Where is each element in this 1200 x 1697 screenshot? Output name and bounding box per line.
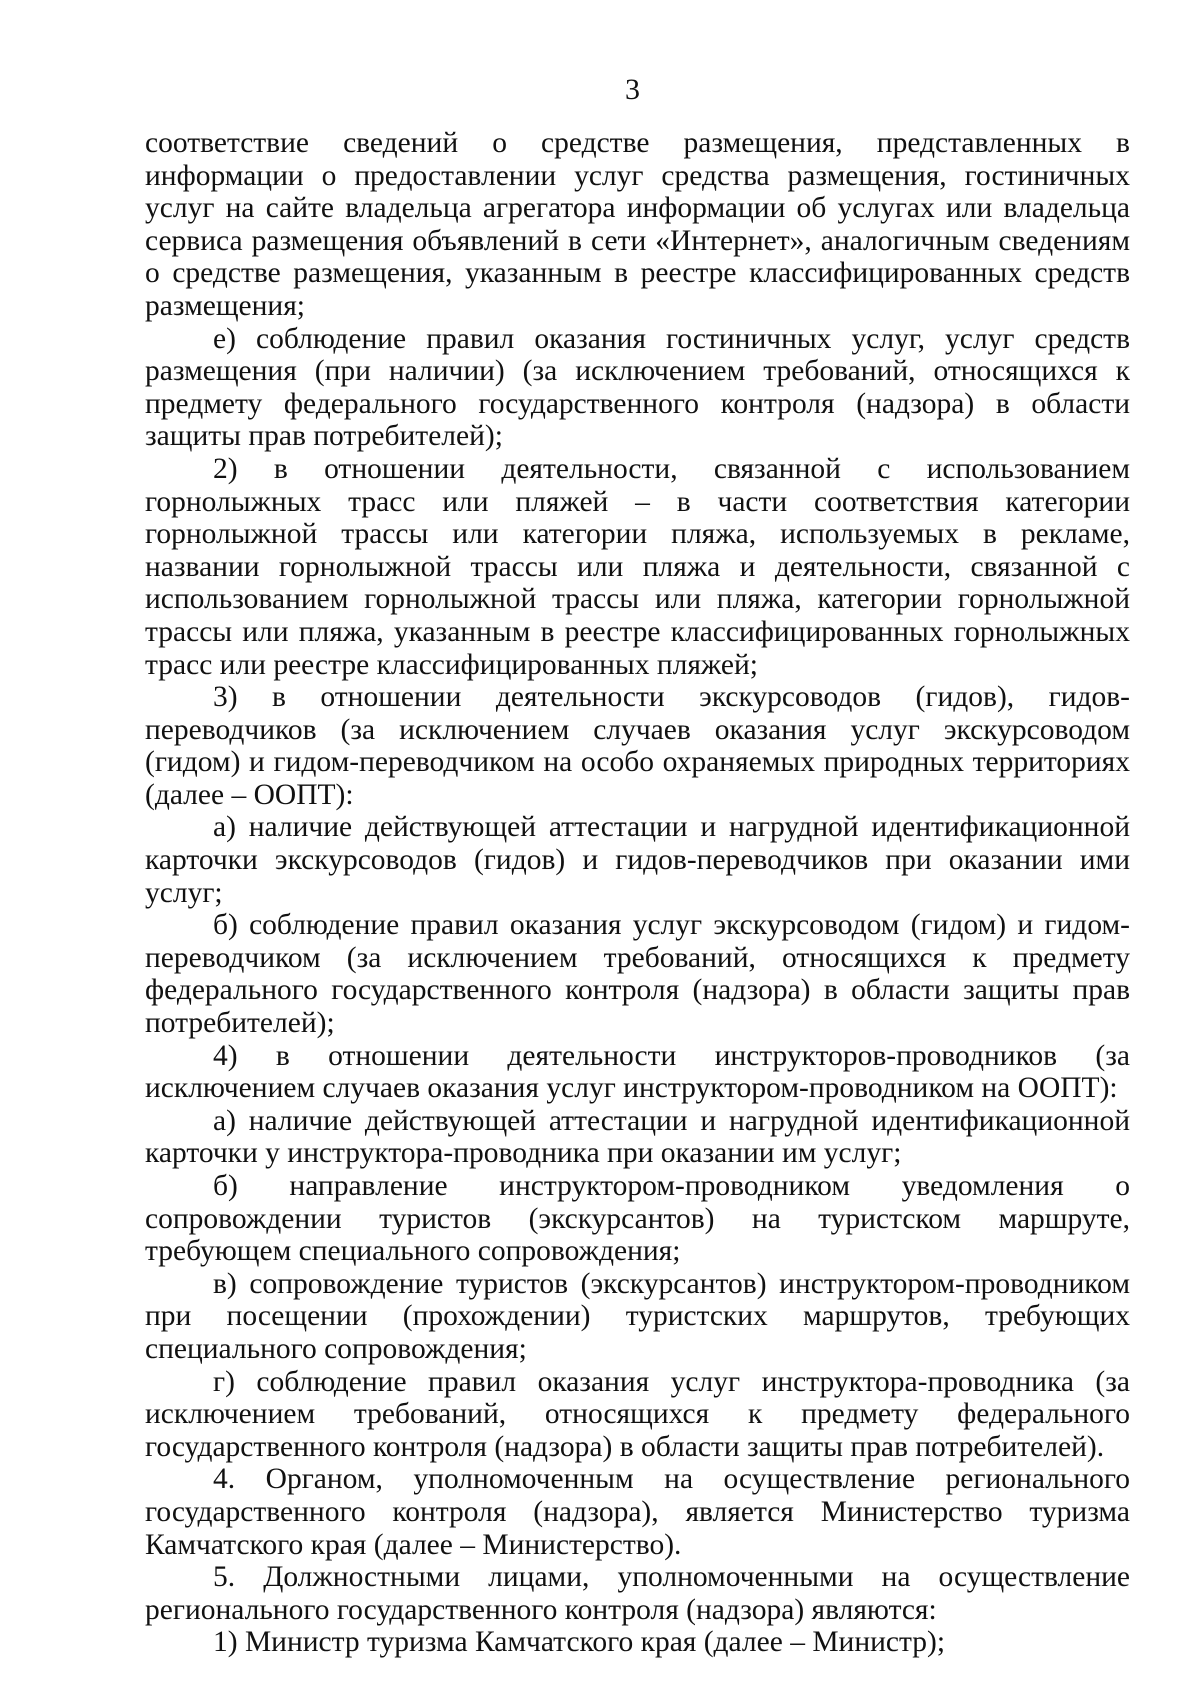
paragraph-item-4: 4) в отношении деятельности инструкторов-проводников (за исключением случаев оказания услуг инструктором-проводником на ООПТ): — [145, 1039, 1130, 1105]
paragraph-section-5: 5. Должностными лицами, уполномоченными на осуществление регионального государственного контроля (надзора) являются: — [145, 1561, 1130, 1626]
paragraph-section-5-item-1: 1) Министр туризма Камчатского края (далее – Министр); — [213, 1626, 946, 1659]
paragraph-item-4a: а) наличие действующей аттестации и нагрудной идентификационной карточки у инструктора-проводника при оказании им услуг; — [145, 1104, 1130, 1170]
paragraph-accommodation-info: соответствие сведений о средстве размещения, представленных в информации о предоставлении услуг средства размещения, гостиничных услуг на сайте владельца агрегатора информации об услугах или владельца сервиса размещения объявлений в сети «Интернет», аналогичным сведениям о средстве размещения, указанным в реестре классифицированных средств размещения; — [145, 127, 1130, 322]
page-number: 3 — [625, 73, 640, 106]
paragraph-item-4v: в) сопровождение туристов (экскурсантов) инструктором-проводником при посещении (прохождении) туристских маршрутов, требующих специального сопровождения; — [145, 1267, 1130, 1365]
paragraph-item-e: е) соблюдение правил оказания гостиничных услуг, услуг средств размещения (при наличии) (за исключением требований, относящихся к предмету федерального государственного контроля (надзора) в области защиты прав потребителей); — [145, 322, 1130, 453]
paragraph-item-4g: г) соблюдение правил оказания услуг инструктора-проводника (за исключением требований, относящихся к предмету федерального государственного контроля (надзора) в области защиты прав потребителей). — [145, 1365, 1130, 1463]
paragraph-section-4: 4. Органом, уполномоченным на осуществление регионального государственного контроля (надзора), является Министерство туризма Камчатского края (далее – Министерство). — [145, 1463, 1130, 1561]
paragraph-item-3a: а) наличие действующей аттестации и нагрудной идентификационной карточки экскурсоводов (гидов) и гидов-переводчиков при оказании ими услуг; — [145, 811, 1130, 909]
paragraph-item-3b: б) соблюдение правил оказания услуг экскурсоводом (гидом) и гидом-переводчиком (за исключением требований, относящихся к предмету федерального государственного контроля (надзора) в области защиты прав потребителей); — [145, 909, 1130, 1040]
document-body — [145, 127, 1130, 1659]
paragraph-item-3: 3) в отношении деятельности экскурсоводов (гидов), гидов-переводчиков (за исключением случаев оказания услуг экскурсоводом (гидом) и гидом-переводчиком на особо охраняемых природных территориях (далее – ООПТ): — [145, 681, 1130, 811]
paragraph-item-2: 2) в отношении деятельности, связанной с использованием горнолыжных трасс или пляжей – в части соответствия категории горнолыжной трассы или категории пляжа, используемых в рекламе, названии горнолыжной трассы или пляжа и деятельности, связанной с использованием горнолыжной трассы или пляжа, категории горнолыжной трассы или пляжа, указанным в реестре классифицированных горнолыжных трасс или реестре классифицированных пляжей; — [145, 452, 1130, 681]
paragraph-item-4b: б) направление инструктором-проводником уведомления о сопровождении туристов (экскурсантов) на туристском маршруте, требующем специального сопровождения; — [145, 1170, 1130, 1268]
